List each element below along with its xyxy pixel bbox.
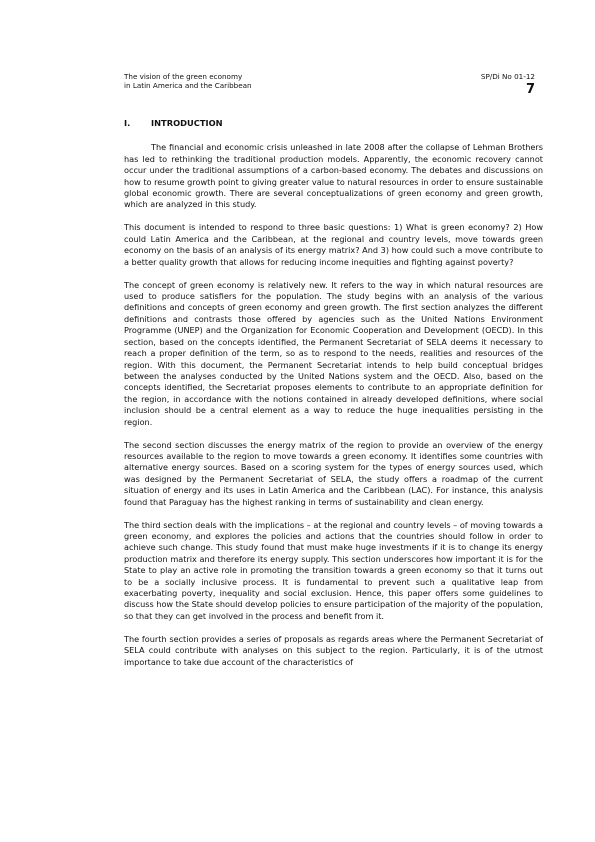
- paragraph-2: This document is intended to respond to three basic questions: 1) What is green economy? 2) How could Latin America and the Caribbean, at the regional and country levels, move towards green economy on the basis of an analysis of its energy matrix? And 3) how could such a move contribute to a better quality growth that allows for reducing income inequities and fighting against poverty?: [124, 222, 543, 267]
- running-header-meta: [481, 72, 535, 96]
- header-title-line-1: The vision of the green economy: [124, 72, 243, 81]
- header-title-line-2: in Latin America and the Caribbean: [124, 81, 252, 90]
- paragraph-5: The third section deals with the implications – at the regional and country levels – of moving towards a green economy, and explores the policies and actions that the countries should follow in order to achieve such change. This study found that must make huge investments if it is to change its energy production matrix and therefore its energy supply. This section underscores how important it is for the State to play an active role in promoting the transition towards a green economy so that it turns out to be a socially inclusive process. It is fundamental to prevent such a qualitative leap from exacerbating poverty, inequality and social exclusion. Hence, this paper offers some guidelines to discuss how the State should develop policies to ensure participation of the majority of the population, so that they can get involved in the process and benefit from it.: [124, 519, 544, 621]
- paragraph-1: The financial and economic crisis unleashed in late 2008 after the collapse of Lehman Brothers has led to rethinking the traditional production models. Apparently, the economic recovery cannot occur under the traditional assumptions of a carbon-based economy. The debates and discussions on how to resume growth point to giving greater value to natural resources in order to ensure sustainable global economic growth. There are several conceptualizations of green economy and green growth, which are analyzed in this study.: [124, 142, 543, 210]
- paragraph-6: The fourth section provides a series of proposals as regards areas where the Permanent Secretariat of SELA could contribute with analyses on this subject to the region. Particularly, it is of the utmost importance to take due account of the characteristics of: [124, 633, 543, 667]
- document-code: SP/Di No 01-12: [480, 72, 535, 81]
- section-heading: [124, 118, 543, 129]
- section-number: I.: [124, 118, 131, 128]
- paragraph-3: The concept of green economy is relatively new. It refers to the way in which natural resources are used to produce satisfiers for the population. The study begins with an analysis of the various definitions and concepts of green economy and green growth. The first section analyzes the different definitions and contrasts those offered by agencies such as the United Nations Environment Programme (UNEP) and the Organization for Economic Cooperation and Development (OECD). In this section, based on the concepts identified, the Permanent Secretariat of SELA deems it necessary to reach a proper definition of the term, so as to respond to the needs, realities and resources of the region. With this document, the Permanent Secretariat intends to help build conceptual bridges between the analyses conducted by the United Nations system and the OECD. Also, based on the concepts identified, the Secretariat proposes elements to contribute to an appropriate definition for the region, in accordance with the notions contained in already developed definitions, where social inclusion should be a central element as a way to reduce the huge inequalities persisting in the region.: [124, 279, 543, 427]
- running-header-title: [124, 72, 252, 90]
- page-number: 7: [525, 82, 535, 97]
- section-title: INTRODUCTION: [151, 118, 223, 128]
- paragraph-4: The second section discusses the energy matrix of the region to provide an overview of the energy resources available to the region to move towards a green economy. It identifies some countries with alternative energy sources. Based on a scoring system for the types of energy sources used, which was designed by the Permanent Secretariat of SELA, the study offers a roadmap of the current situation of energy and its uses in Latin America and the Caribbean (LAC). For instance, this analysis found that Paraguay has the highest ranking in terms of sustainability and clean energy.: [124, 439, 543, 507]
- document-body: [124, 118, 543, 680]
